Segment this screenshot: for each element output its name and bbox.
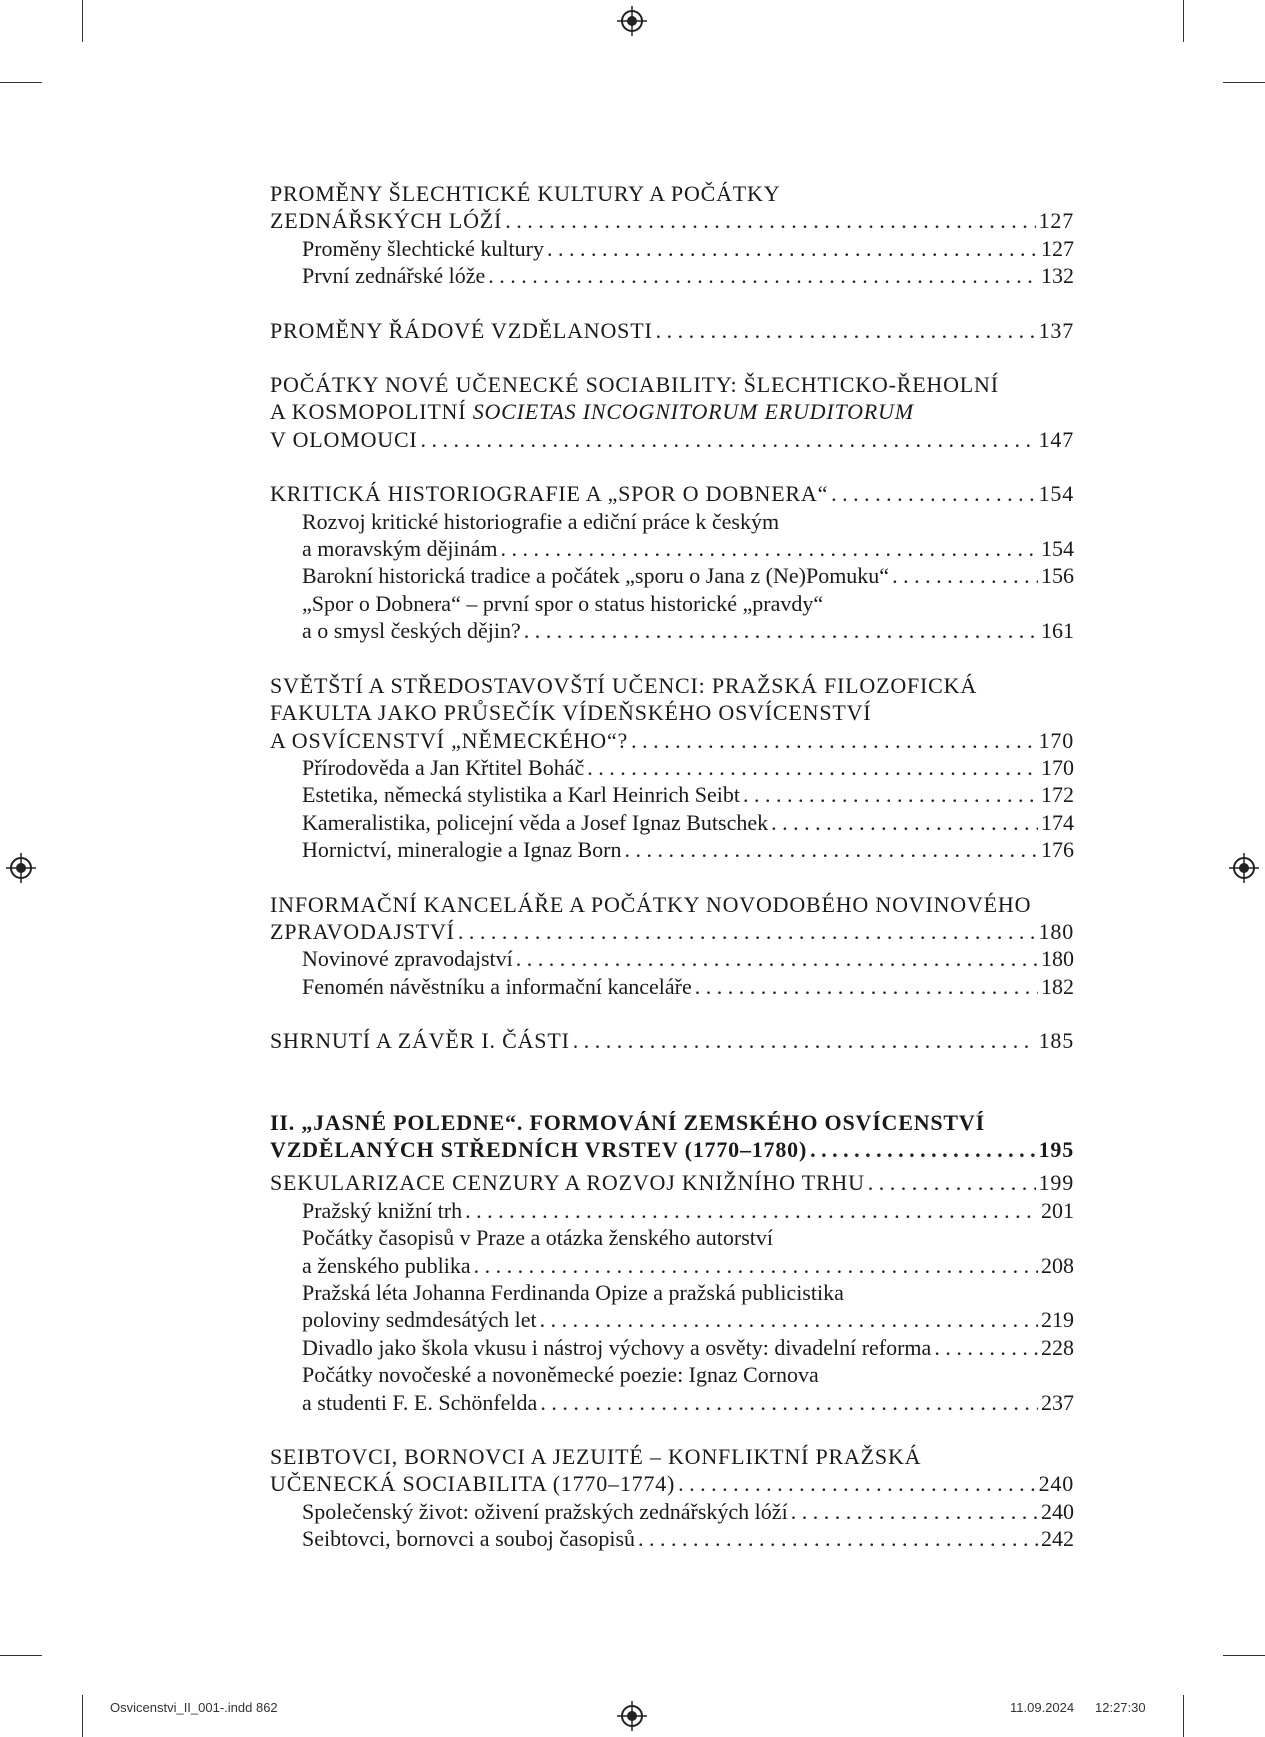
toc-page-number: 132 xyxy=(1041,263,1074,289)
toc-entry-last-line xyxy=(270,1470,1074,1497)
toc-page-number: 147 xyxy=(1038,426,1074,452)
toc-entry-title: Divadlo jako škola vkusu i nástroj výchovy a osvěty: divadelní reforma xyxy=(302,1334,932,1360)
toc-entry-line: A KOSMOPOLITNÍ SOCIETAS INCOGNITORUM ERUDITORUM xyxy=(270,399,914,425)
toc-entry xyxy=(270,809,1074,836)
dot-leader xyxy=(516,945,1038,972)
toc-entry-last-line xyxy=(302,535,1074,562)
toc-entry-line: SEIBTOVCI, BORNOVCI A JEZUITÉ – KONFLIKTNÍ PRAŽSKÁ xyxy=(270,1444,922,1470)
registration-mark-icon xyxy=(617,1701,647,1731)
toc-entry-title: a ženského publika xyxy=(302,1252,471,1278)
toc-entry-title: Seibtovci, bornovci a souboj časopisů xyxy=(302,1526,636,1552)
dot-leader xyxy=(505,207,1035,234)
toc-entry-last-line xyxy=(302,1334,1074,1361)
toc-entry-last-line xyxy=(302,809,1074,836)
toc-entry-line: Pražská léta Johanna Ferdinanda Opize a pražská publicistika xyxy=(302,1280,844,1305)
toc-entry-last-line xyxy=(302,945,1074,972)
toc-entry-last-line xyxy=(302,973,1074,1000)
toc-entry xyxy=(270,1169,1074,1196)
toc-page-number: 240 xyxy=(1041,1498,1074,1524)
toc-entry-last-line xyxy=(302,836,1074,863)
toc-entry xyxy=(270,317,1074,344)
dot-leader xyxy=(474,1252,1038,1279)
toc-entry-last-line xyxy=(270,1027,1074,1054)
toc-entry xyxy=(270,1443,1074,1498)
toc-entry xyxy=(270,1525,1074,1552)
toc-page-number: 182 xyxy=(1041,973,1074,999)
crop-mark xyxy=(0,1655,42,1656)
toc-entry-title: SEKULARIZACE CENZURY A ROZVOJ KNIŽNÍHO TRHU xyxy=(270,1170,865,1196)
toc-entry xyxy=(270,590,1074,645)
toc-entry-last-line xyxy=(270,918,1074,945)
toc-entry-last-line xyxy=(302,1389,1074,1416)
table-of-contents xyxy=(270,180,1074,1553)
toc-entry-title: V OLOMOUCI xyxy=(270,426,418,452)
dot-leader xyxy=(810,1136,1036,1163)
toc-entry xyxy=(270,1498,1074,1525)
toc-entry-last-line xyxy=(270,317,1074,344)
toc-entry-title: KRITICKÁ HISTORIOGRAFIE A „SPOR O DOBNERA“ xyxy=(270,481,829,507)
toc-entry-title: Novinové zpravodajství xyxy=(302,946,513,972)
dot-leader xyxy=(656,317,1036,344)
toc-entry xyxy=(270,1197,1074,1224)
toc-page-number: 185 xyxy=(1038,1028,1074,1054)
crop-mark xyxy=(1223,1655,1265,1656)
toc-entry-title: ZPRAVODAJSTVÍ xyxy=(270,918,455,944)
toc-entry xyxy=(270,235,1074,262)
toc-entry xyxy=(270,1224,1074,1279)
toc-entry xyxy=(270,180,1074,235)
footer-file: Osvicenstvi_II_001-.indd 862 xyxy=(110,1700,278,1715)
toc-entry-title: ZEDNÁŘSKÝCH LÓŽÍ xyxy=(270,208,503,234)
toc-entry xyxy=(270,1334,1074,1361)
toc-entry-last-line xyxy=(302,1306,1074,1333)
dot-leader xyxy=(631,727,1036,754)
toc-entry-last-line xyxy=(270,426,1074,453)
toc-entry-line: SVĚTŠTÍ A STŘEDOSTAVOVŠTÍ UČENCI: PRAŽSKÁ FILOZOFICKÁ xyxy=(270,672,978,698)
toc-page-number: 127 xyxy=(1038,208,1074,234)
toc-entry-line: POČÁTKY NOVÉ UČENECKÉ SOCIABILITY: ŠLECHTICKO-ŘEHOLNÍ xyxy=(270,372,999,398)
registration-mark-icon xyxy=(6,853,36,883)
toc-entry-title: Estetika, německá stylistika a Karl Heinrich Seibt xyxy=(302,782,741,808)
toc-entry-title: Barokní historická tradice a počátek „sporu o Jana z (Ne)Pomuku“ xyxy=(302,563,890,589)
toc-entry xyxy=(270,562,1074,589)
toc-entry-title: A OSVÍCENSTVÍ „NĚMECKÉHO“? xyxy=(270,727,629,753)
dot-leader xyxy=(501,535,1038,562)
toc-entry-title: a studenti F. E. Schönfelda xyxy=(302,1389,538,1415)
toc-entry-last-line xyxy=(302,235,1074,262)
toc-entry-last-line xyxy=(302,562,1074,589)
toc-entry xyxy=(270,973,1074,1000)
toc-entry-last-line xyxy=(270,1169,1074,1196)
toc-page-number: 154 xyxy=(1041,536,1074,562)
dot-leader xyxy=(868,1169,1036,1196)
toc-entry-title: a o smysl českých dějin? xyxy=(302,618,521,644)
toc-entry-last-line xyxy=(302,1197,1074,1224)
crop-mark xyxy=(1183,0,1184,42)
dot-leader xyxy=(524,617,1038,644)
toc-entry-line: II. „JASNÉ POLEDNE“. FORMOVÁNÍ ZEMSKÉHO OSVÍCENSTVÍ xyxy=(270,1109,985,1135)
toc-entry-title: UČENECKÁ SOCIABILITA (1770–1774) xyxy=(270,1471,676,1497)
crop-mark xyxy=(1183,1695,1184,1737)
toc-entry xyxy=(270,891,1074,946)
dot-leader xyxy=(573,1027,1036,1054)
toc-entry xyxy=(270,945,1074,972)
toc-page-number: 242 xyxy=(1041,1526,1074,1552)
toc-page-number: 201 xyxy=(1041,1197,1074,1223)
toc-page-number: 137 xyxy=(1038,317,1074,343)
dot-leader xyxy=(488,262,1038,289)
dot-leader xyxy=(465,1197,1038,1224)
toc-entry-title: a moravským dějinám xyxy=(302,536,498,562)
toc-page-number: 208 xyxy=(1041,1252,1074,1278)
toc-page-number: 156 xyxy=(1041,563,1074,589)
toc-entry xyxy=(270,371,1074,453)
crop-mark xyxy=(1223,82,1265,83)
toc-entry-title: PROMĚNY ŘÁDOVÉ VZDĚLANOSTI xyxy=(270,317,653,343)
toc-entry-line: Počátky časopisů v Praze a otázka ženského autorství xyxy=(302,1225,774,1251)
toc-page-number: 170 xyxy=(1038,727,1074,753)
toc-entry-last-line xyxy=(302,617,1074,644)
toc-entry-title: SHRNUTÍ A ZÁVĚR I. ČÁSTI xyxy=(270,1028,570,1054)
dot-leader xyxy=(421,426,1036,453)
toc-entry xyxy=(270,781,1074,808)
toc-page-number: 237 xyxy=(1041,1389,1074,1415)
registration-mark-icon xyxy=(1229,853,1259,883)
dot-leader xyxy=(695,973,1038,1000)
dot-leader xyxy=(540,1389,1038,1416)
toc-entry-title: Přírodověda a Jan Křtitel Boháč xyxy=(302,754,585,780)
dot-leader xyxy=(458,918,1036,945)
toc-page-number: 174 xyxy=(1041,809,1074,835)
toc-entry xyxy=(270,508,1074,563)
toc-entry xyxy=(270,1027,1074,1054)
toc-page-number: 154 xyxy=(1038,481,1074,507)
toc-entry-last-line xyxy=(270,727,1074,754)
dot-leader xyxy=(791,1498,1038,1525)
toc-page-number: 219 xyxy=(1041,1307,1074,1333)
dot-leader xyxy=(892,562,1038,589)
toc-entry-title: První zednářské lóže xyxy=(302,263,486,289)
toc-entry-title: VZDĚLANÝCH STŘEDNÍCH VRSTEV (1770–1780) xyxy=(270,1136,808,1162)
toc-page-number: 228 xyxy=(1041,1334,1074,1360)
dot-leader xyxy=(625,836,1038,863)
crop-mark xyxy=(0,82,42,83)
toc-entry-last-line xyxy=(302,1498,1074,1525)
toc-entry xyxy=(270,480,1074,507)
toc-entry-title: poloviny sedmdesátých let xyxy=(302,1307,537,1333)
toc-page-number: 240 xyxy=(1038,1471,1074,1497)
toc-entry xyxy=(270,1279,1074,1334)
toc-entry-title: Hornictví, mineralogie a Ignaz Born xyxy=(302,837,622,863)
toc-page-number: 195 xyxy=(1038,1136,1074,1162)
toc-entry-title: Kameralistika, policejní věda a Josef Ignaz Butschek xyxy=(302,809,769,835)
toc-entry xyxy=(270,262,1074,289)
toc-entry xyxy=(270,672,1074,754)
footer-time: 12:27:30 xyxy=(1095,1700,1146,1715)
dot-leader xyxy=(678,1470,1035,1497)
toc-page-number: 170 xyxy=(1041,754,1074,780)
toc-page-number: 127 xyxy=(1041,235,1074,261)
toc-page-number: 172 xyxy=(1041,782,1074,808)
registration-mark-icon xyxy=(617,6,647,36)
dot-leader xyxy=(540,1306,1038,1333)
toc-entry xyxy=(270,836,1074,863)
toc-entry-last-line xyxy=(270,1136,1074,1163)
dot-leader xyxy=(547,235,1038,262)
dot-leader xyxy=(831,480,1035,507)
toc-entry-last-line xyxy=(270,480,1074,507)
toc-entry-line: „Spor o Dobnera“ – první spor o status historické „pravdy“ xyxy=(302,590,824,616)
dot-leader xyxy=(771,809,1038,836)
toc-entry-title: Pražský knižní trh xyxy=(302,1197,463,1223)
toc-entry-last-line xyxy=(302,1525,1074,1552)
crop-mark xyxy=(82,0,83,42)
toc-page-number: 161 xyxy=(1041,618,1074,644)
toc-entry-line: PROMĚNY ŠLECHTICKÉ KULTURY A POČÁTKY xyxy=(270,181,781,206)
toc-entry-line: INFORMAČNÍ KANCELÁŘE A POČÁTKY NOVODOBÉHO NOVINOVÉHO xyxy=(270,891,1032,917)
toc-entry-last-line xyxy=(302,1252,1074,1279)
toc-page-number: 199 xyxy=(1038,1170,1074,1196)
toc-entry xyxy=(270,1361,1074,1416)
toc-entry-line: Rozvoj kritické historiografie a ediční práce k českým xyxy=(302,508,780,534)
toc-page-number: 180 xyxy=(1038,918,1074,944)
footer-date: 11.09.2024 xyxy=(1010,1700,1075,1715)
toc-page-number: 176 xyxy=(1041,837,1074,863)
dot-leader xyxy=(638,1525,1038,1552)
toc-entry-line: FAKULTA JAKO PRŮSEČÍK VÍDEŇSKÉHO OSVÍCENSTVÍ xyxy=(270,700,872,726)
toc-entry-title: Fenomén návěstníku a informační kanceláře xyxy=(302,973,692,999)
toc-entry-last-line xyxy=(302,754,1074,781)
toc-entry xyxy=(270,754,1074,781)
toc-entry-last-line xyxy=(270,207,1074,234)
toc-entry-title: Proměny šlechtické kultury xyxy=(302,235,544,261)
toc-entry xyxy=(270,1109,1074,1164)
crop-mark xyxy=(82,1695,83,1737)
toc-entry-title: Společenský život: oživení pražských zednářských lóží xyxy=(302,1498,788,1524)
dot-leader xyxy=(587,754,1038,781)
toc-page-number: 180 xyxy=(1041,946,1074,972)
toc-entry-line: Počátky novočeské a novoněmecké poezie: Ignaz Cornova xyxy=(302,1362,819,1388)
dot-leader xyxy=(743,781,1038,808)
dot-leader xyxy=(934,1334,1038,1361)
toc-entry-last-line xyxy=(302,262,1074,289)
toc-entry-last-line xyxy=(302,781,1074,808)
